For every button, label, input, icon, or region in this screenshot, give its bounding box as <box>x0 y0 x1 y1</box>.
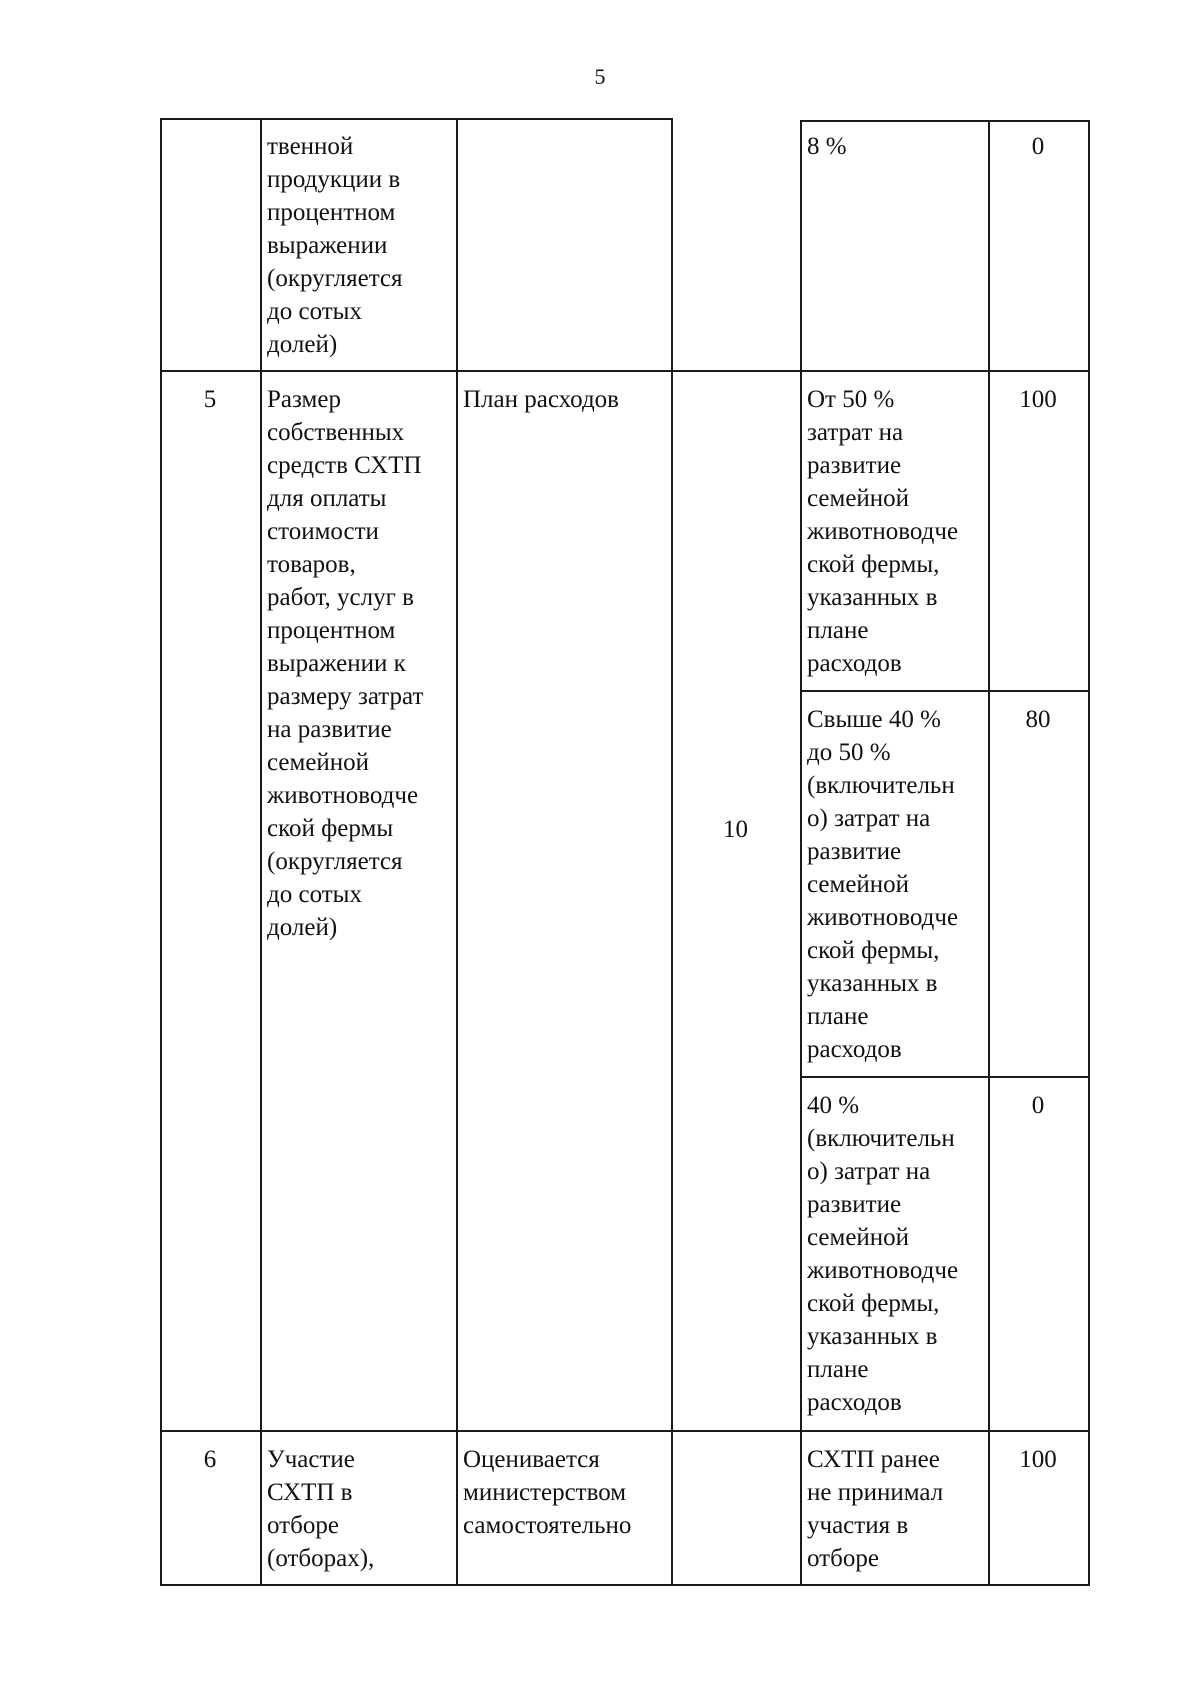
grid-col-4 <box>671 118 673 1585</box>
row5-condition-3: 40 % (включительн о) затрат на развитие семейной животноводче ской фермы, указанных в плане расходов <box>807 1092 959 1416</box>
grid-line-cond1-bottom <box>800 690 1090 692</box>
page-number: 5 <box>594 64 606 89</box>
row6-source-cell: Оценивается министерством самостоятельно <box>463 1446 632 1539</box>
grid-line-row5-top <box>160 370 1090 372</box>
row6-number-cell: 6 <box>203 1446 217 1473</box>
row5-score-1: 100 <box>1019 386 1057 413</box>
row5-number-cell: 5 <box>203 386 217 413</box>
grid-col-6 <box>988 120 990 1585</box>
row5-source-cell: План расходов <box>463 386 619 413</box>
grid-line-cond2-bottom <box>800 1076 1090 1078</box>
row6-condition-cell: СХТП ранее не принимал участия в отборе <box>807 1446 944 1572</box>
row5-weight-cell: 10 <box>723 816 748 843</box>
grid-line-top-right <box>800 120 1090 122</box>
continuation-condition-cell: 8 % <box>807 133 847 160</box>
row5-score-2: 80 <box>1025 706 1051 733</box>
grid-line-top <box>160 118 672 120</box>
row5-score-3: 0 <box>1031 1092 1045 1119</box>
row6-criterion-cell: Участие СХТП в отборе (отборах), <box>267 1446 375 1572</box>
row5-criterion-cell: Размер собственных средств СХТП для оплаты стоимости товаров, работ, услуг в процентном выражении к размеру затрат на развитие семейной животноводче ской фермы (округляется до сотых долей) <box>267 386 424 941</box>
grid-col-1 <box>160 118 162 1585</box>
row6-score-cell: 100 <box>1019 1446 1057 1473</box>
grid-col-3 <box>456 118 458 1585</box>
row5-condition-2: Свыше 40 % до 50 % (включительн о) затрат на развитие семейной животноводче ской фермы, указанных в плане расходов <box>807 706 959 1063</box>
grid-line-bottom <box>160 1584 1090 1586</box>
row5-condition-1: От 50 % затрат на развитие семейной животноводче ской фермы, указанных в плане расходов <box>807 386 959 677</box>
grid-col-2 <box>260 118 262 1585</box>
continuation-criterion-cell: твенной продукции в процентном выражении (округляется до сотых долей) <box>267 133 403 358</box>
grid-col-5 <box>800 120 802 1585</box>
grid-line-row6-top <box>160 1430 1090 1432</box>
grid-col-7 <box>1088 120 1090 1585</box>
continuation-score-cell: 0 <box>1031 133 1045 160</box>
